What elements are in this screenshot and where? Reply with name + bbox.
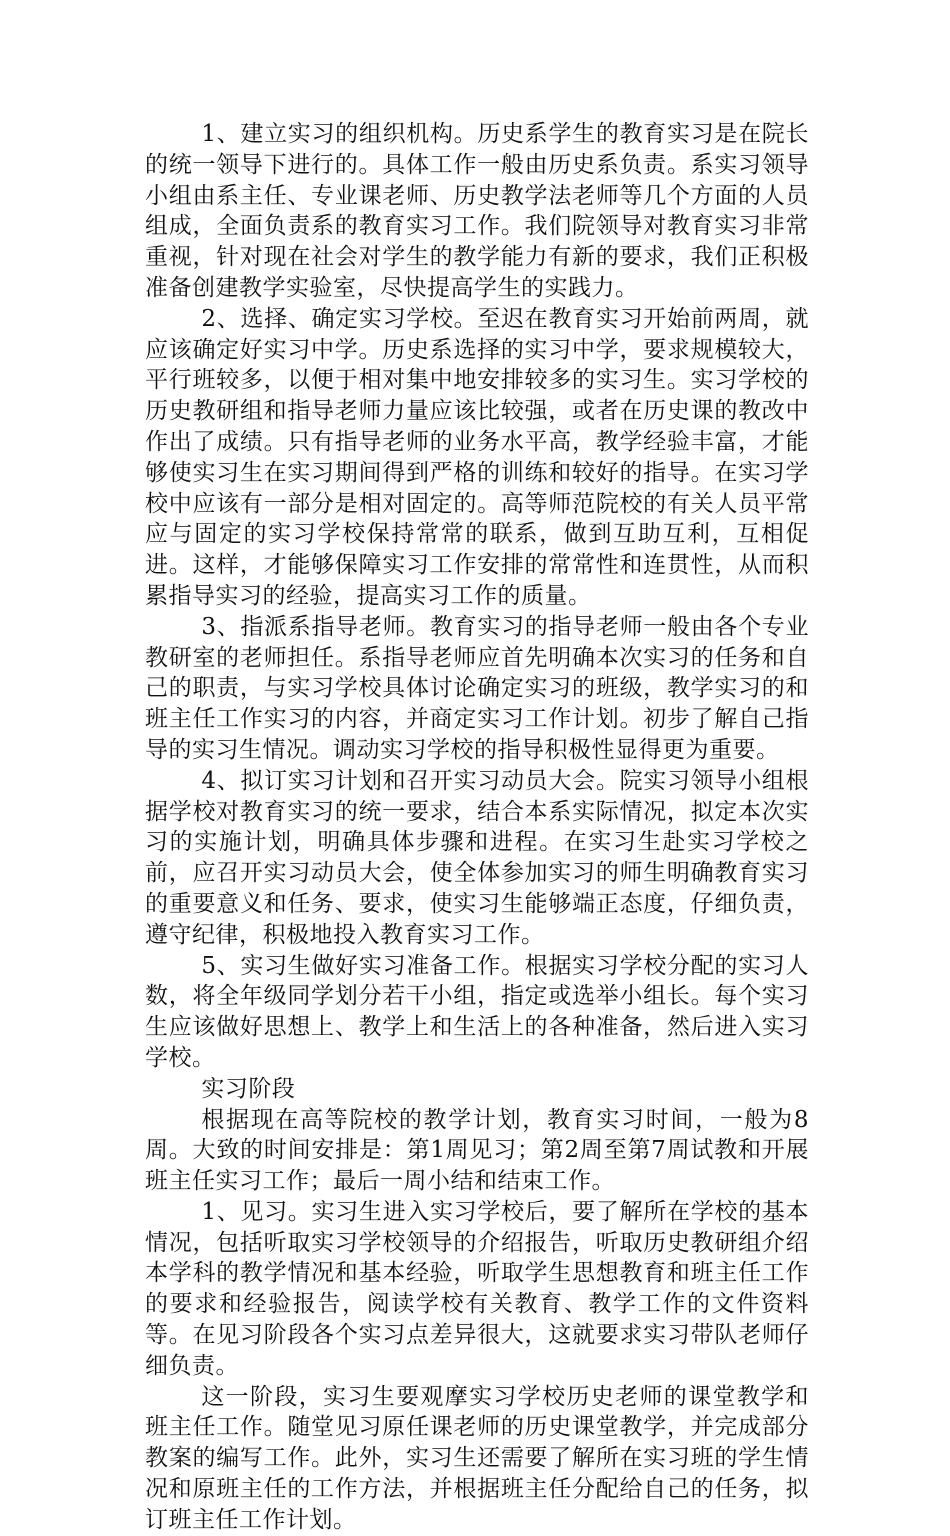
paragraph-preparation: 5、实习生做好实习准备工作。根据实习学校分配的实习人数，将全年级同学划分若干小组，指定或选举小组长。每个实习生应该做好思想上、教学上和生活上的各种准备，然后进入实习学校。 [145,952,809,1071]
paragraph-observation-stage: 这一阶段，实习生要观摩实习学校历史老师的课堂教学和班主任工作。随堂见习原任课老师的历史课堂教学，并完成部分教案的编写工作。此外，实习生还需要了解所在实习班的学生情况和原班主任的工作方法，并根据班主任分配给自己的任务，拟订班主任工作计划。 [145,1383,809,1533]
paragraph-assign-teacher: 3、指派系指导老师。教育实习的指导老师一般由各个专业教研室的老师担任。系指导老师应首先明确本次实习的任务和自己的职责，与实习学校具体讨论确定实习的班级，教学实习的和班主任工作实习的内容，并商定实习工作计划。初步了解自己指导的实习生情况。调动实习学校的指导积极性显得更为重要。 [145,613,809,763]
paragraph-select-school: 2、选择、确定实习学校。至迟在教育实习开始前两周，就应该确定好实习中学。历史系选择的实习中学，要求规模较大，平行班较多，以便于相对集中地安排较多的实习生。实习学校的历史教研组和指导老师力量应该比较强，或者在历史课的教改中作出了成绩。只有指导老师的业务水平高，教学经验丰富，才能够使实习生在实习期间得到严格的训练和较好的指导。在实习学校中应该有一部分是相对固定的。高等师范院校的有关人员平常应与固定的实习学校保持常常的联系，做到互助互利，互相促进。这样，才能够保障实习工作安排的常常性和连贯性，从而积累指导实习的经验，提高实习工作的质量。 [145,305,809,609]
section-heading-internship-stage: 实习阶段 [201,1075,296,1102]
paragraph-plan-meeting: 4、拟订实习计划和召开实习动员大会。院实习领导小组根据学校对教育实习的统一要求，结合本系实际情况，拟定本次实习的实施计划，明确具体步骤和进程。在实习生赴实习学校之前，应召开实习动员大会，使全体参加实习的师生明确教育实习的重要意义和任务、要求，使实习生能够端正态度，仔细负责，遵守纪律，积极地投入教育实习工作。 [145,767,809,948]
paragraph-observation: 1、见习。实习生进入实习学校后，要了解所在学校的基本情况，包括听取实习学校领导的介绍报告，听取历史教研组介绍本学科的教学情况和基本经验，听取学生思想教育和班主任工作的要求和经验报告，阅读学校有关教育、教学工作的文件资料等。在见习阶段各个实习点差异很大，这就要求实习带队老师仔细负责。 [145,1198,809,1379]
document-body [145,119,809,1536]
paragraph-organization: 1、建立实习的组织机构。历史系学生的教育实习是在院长的统一领导下进行的。具体工作一般由历史系负责。系实习领导小组由系主任、专业课老师、历史教学法老师等几个方面的人员组成，全面负责系的教育实习工作。我们院领导对教育实习非常重视，针对现在社会对学生的教学能力有新的要求，我们正积极准备创建教学实验室，尽快提高学生的实践力。 [145,121,809,301]
paragraph-schedule: 根据现在高等院校的教学计划，教育实习时间，一般为8周。大致的时间安排是：第1周见习；第2周至第7周试教和开展班主任实习工作；最后一周小结和结束工作。 [145,1106,809,1195]
